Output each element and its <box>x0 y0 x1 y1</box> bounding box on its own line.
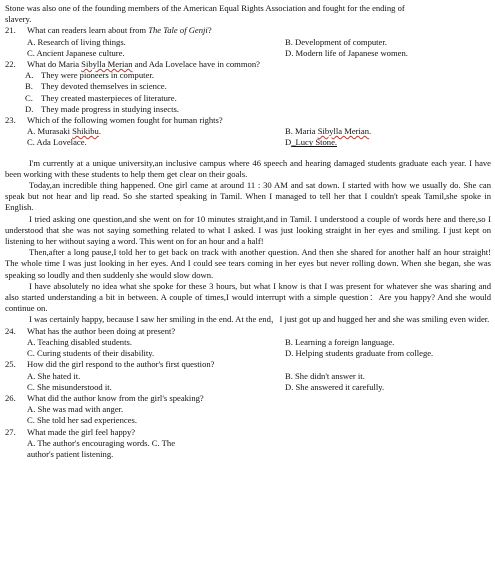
option-row <box>5 404 491 415</box>
option-text: They devoted themselves in science. <box>41 81 167 92</box>
question-number: 24. <box>5 325 16 336</box>
option-c[interactable]: C. Ancient Japanese culture. <box>27 47 125 58</box>
option-c[interactable]: C. She misunderstood it. <box>27 381 112 392</box>
option-text: . <box>369 126 372 137</box>
option-a[interactable] <box>5 126 285 137</box>
option-b[interactable] <box>5 81 491 92</box>
option-a[interactable]: A. She was mad with anger. <box>27 404 124 415</box>
question-22 <box>5 59 491 70</box>
option-d[interactable]: D. She answered it carefully. <box>285 381 385 392</box>
question-number: 23. <box>5 115 16 126</box>
option-row <box>5 137 491 148</box>
option-row <box>5 337 491 348</box>
option-key: A. <box>25 70 34 81</box>
option-key: D. <box>25 103 34 114</box>
option-a[interactable]: A. Teaching disabled students. <box>27 336 132 347</box>
option-a[interactable]: A. Research of living things. <box>27 36 126 47</box>
intro-line-1: Stone was also one of the founding members of the American Equal Rights Association and fought for the ending of <box>5 3 405 13</box>
option-row <box>5 37 491 48</box>
option-b[interactable]: B. Development of computer. <box>285 36 387 47</box>
question-text <box>27 25 212 36</box>
intro-line-2: slavery. <box>5 14 32 25</box>
option-d[interactable] <box>5 104 491 115</box>
option-row <box>5 415 491 426</box>
question-number: 25. <box>5 359 16 370</box>
question-text: How did the girl respond to the author's first question? <box>27 359 215 370</box>
option-d[interactable]: D. Modern life of Japanese women. <box>285 47 408 58</box>
option-text: B. Maria <box>285 126 318 137</box>
option-c[interactable]: C. Ada Lovelace. <box>27 137 87 148</box>
option-a[interactable] <box>5 70 491 81</box>
question-23 <box>5 115 491 126</box>
option-row <box>5 48 491 59</box>
question-21 <box>5 25 491 36</box>
book-title: The Tale of Genji <box>148 25 208 36</box>
question-number: 27. <box>5 426 16 437</box>
option-c[interactable] <box>5 93 491 104</box>
question-27 <box>5 427 491 438</box>
option-row <box>5 126 491 137</box>
name-wavy: Sibylla Merian <box>81 59 133 70</box>
question-text: Which of the following women fought for human rights? <box>27 115 223 126</box>
option-text: They made progress in studying insects. <box>41 103 179 114</box>
passage-paragraph-6: I was certainly happy, because I saw her smiling in the end. At the end，I just got up and hugged her and she was smiling even wider. <box>29 314 490 325</box>
option-b[interactable] <box>285 126 371 137</box>
option-text: They created masterpieces of literature. <box>41 92 177 103</box>
option-d[interactable] <box>285 137 337 148</box>
name-wavy: Shikibu <box>72 126 99 137</box>
passage-paragraph-1: I'm currently at a unique university,an inclusive campus where 46 speech and hearing damaged students graduate each year. I have been working with these students to help them get clear on their goals. <box>5 157 491 179</box>
passage-paragraph-2: Today,an incredible thing happened. One girl came at around 11 : 30 AM and sat down. I started with how we usually do. She can speak but not hear and lip read. So she started speaking in Tamil. When I managed to tell her that I couldn't speak Tamil,she spoke in English. <box>5 180 491 213</box>
question-text-part: What can readers learn about from <box>27 25 149 36</box>
option-b[interactable]: B. She didn't answer it. <box>285 370 365 381</box>
option-c[interactable]: C. Curing students of their disability. <box>27 348 155 359</box>
option-row <box>5 382 491 393</box>
question-26 <box>5 393 491 404</box>
option-a[interactable]: A. The author's encouraging words. C. The <box>27 437 176 448</box>
option-c[interactable]: C. She told her sad experiences. <box>27 415 138 426</box>
question-24 <box>5 326 491 337</box>
passage-paragraph-4: Then,after a long pause,I told her to get back on track with another question. And then she shared for another half an hour straight! The whole time I was just looking in her eyes. And I could see tears coming in her eyes but never rolling down. When she began, she was speaking so loudly and then suddenly she would slow down. <box>5 247 491 280</box>
question-number: 22. <box>5 59 16 70</box>
question-number: 21. <box>5 25 16 36</box>
question-text: What did the author know from the girl's speaking? <box>27 392 204 403</box>
question-text: What has the author been doing at present? <box>27 325 176 336</box>
question-text: What made the girl feel happy? <box>27 426 136 437</box>
option-text: A. Murasaki <box>27 126 73 137</box>
passage-paragraph-3: I tried asking one question,and she went on for 10 minutes straight,and in Tamil. I understood a couple of words here and there,so I understood that she was not saying something related to what I asked. I was just looking straight in her eyes and smiling. I just kept on listening to her without saying a word. This went on for an hour and a half! <box>5 213 491 247</box>
option-text-underlined: _Lucy Stone. <box>291 137 338 148</box>
option-text: D <box>285 137 292 148</box>
option-text: They were pioneers in computer. <box>41 70 154 81</box>
question-text-part: ? <box>207 25 212 36</box>
question-number: 26. <box>5 392 16 403</box>
option-row <box>5 438 491 449</box>
option-d[interactable]: D. Helping students graduate from college. <box>285 348 434 359</box>
passage-paragraph-5: I have absolutely no idea what she spoke for these 3 hours, but what I know is that I was present for whatever she was sharing and also started understanding a bit in between. A couple of times,I would interrupt with a simple question：Are you happy? And she would continue on. <box>5 280 491 314</box>
question-text-part: What do Maria <box>27 59 82 70</box>
name-wavy: Sibylla Merian <box>317 126 370 137</box>
option-key: B. <box>25 81 33 92</box>
option-row <box>5 348 491 359</box>
question-25 <box>5 359 491 370</box>
option-text: . <box>98 126 102 137</box>
question-text-part: and Ada Lovelace have in common? <box>132 59 260 70</box>
option-row <box>5 371 491 382</box>
option-c-continued[interactable]: author's patient listening. <box>27 448 114 459</box>
option-a[interactable]: A. She hated it. <box>27 370 81 381</box>
option-key: C. <box>25 92 33 103</box>
question-text <box>27 59 260 70</box>
option-b[interactable]: B. Learning a foreign language. <box>285 336 395 347</box>
option-row <box>5 449 491 460</box>
